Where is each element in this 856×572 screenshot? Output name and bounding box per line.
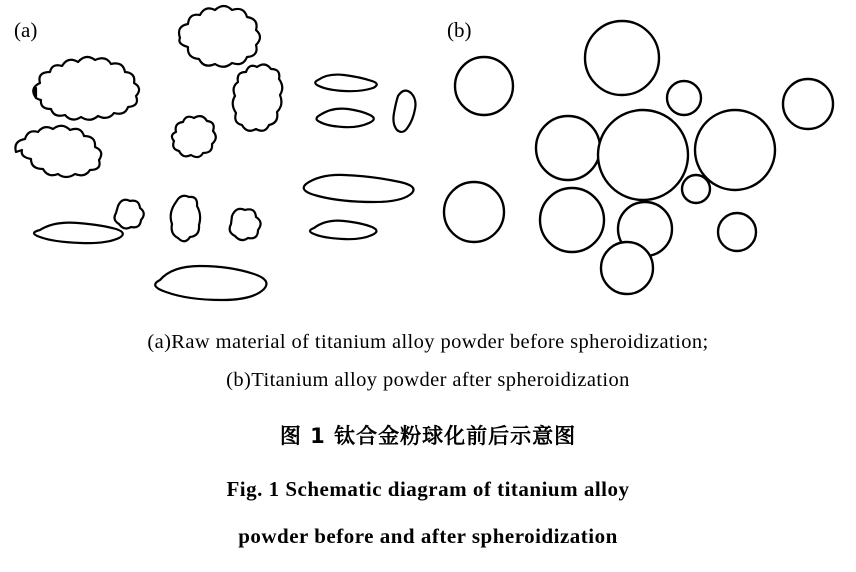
spherical-particle — [444, 182, 504, 242]
spherical-particle — [718, 213, 756, 251]
irregular-particle — [171, 196, 200, 241]
panel-label-a: (a) — [14, 18, 38, 42]
irregular-particle — [233, 64, 283, 130]
figure-title-english-line1: Fig. 1 Schematic diagram of titanium alloy — [226, 477, 630, 501]
spherical-particle — [783, 79, 833, 129]
irregular-particle — [230, 209, 261, 240]
irregular-particle — [115, 200, 144, 229]
spherical-particle — [601, 242, 653, 294]
irregular-particle — [172, 116, 216, 157]
spherical-particle — [682, 175, 710, 203]
figure-caption-block — [0, 322, 856, 549]
figure-title-chinese: 图 1 钛合金粉球化前后示意图 — [279, 424, 577, 448]
caption-line-b: (b)Titanium alloy powder after spheroidization — [226, 368, 630, 391]
figure-title-english-line2: powder before and after spheroidization — [238, 524, 618, 548]
spherical-particle — [455, 57, 513, 115]
spherical-particle — [667, 81, 701, 115]
spherical-particle — [695, 110, 775, 190]
spherical-particle — [598, 110, 688, 200]
spherical-particle — [540, 188, 604, 252]
spherical-particle — [536, 116, 600, 180]
panel-label-b: (b) — [447, 18, 472, 42]
spherical-particle — [585, 21, 659, 95]
caption-line-a: (a)Raw material of titanium alloy powder before spheroidization; — [147, 331, 709, 353]
